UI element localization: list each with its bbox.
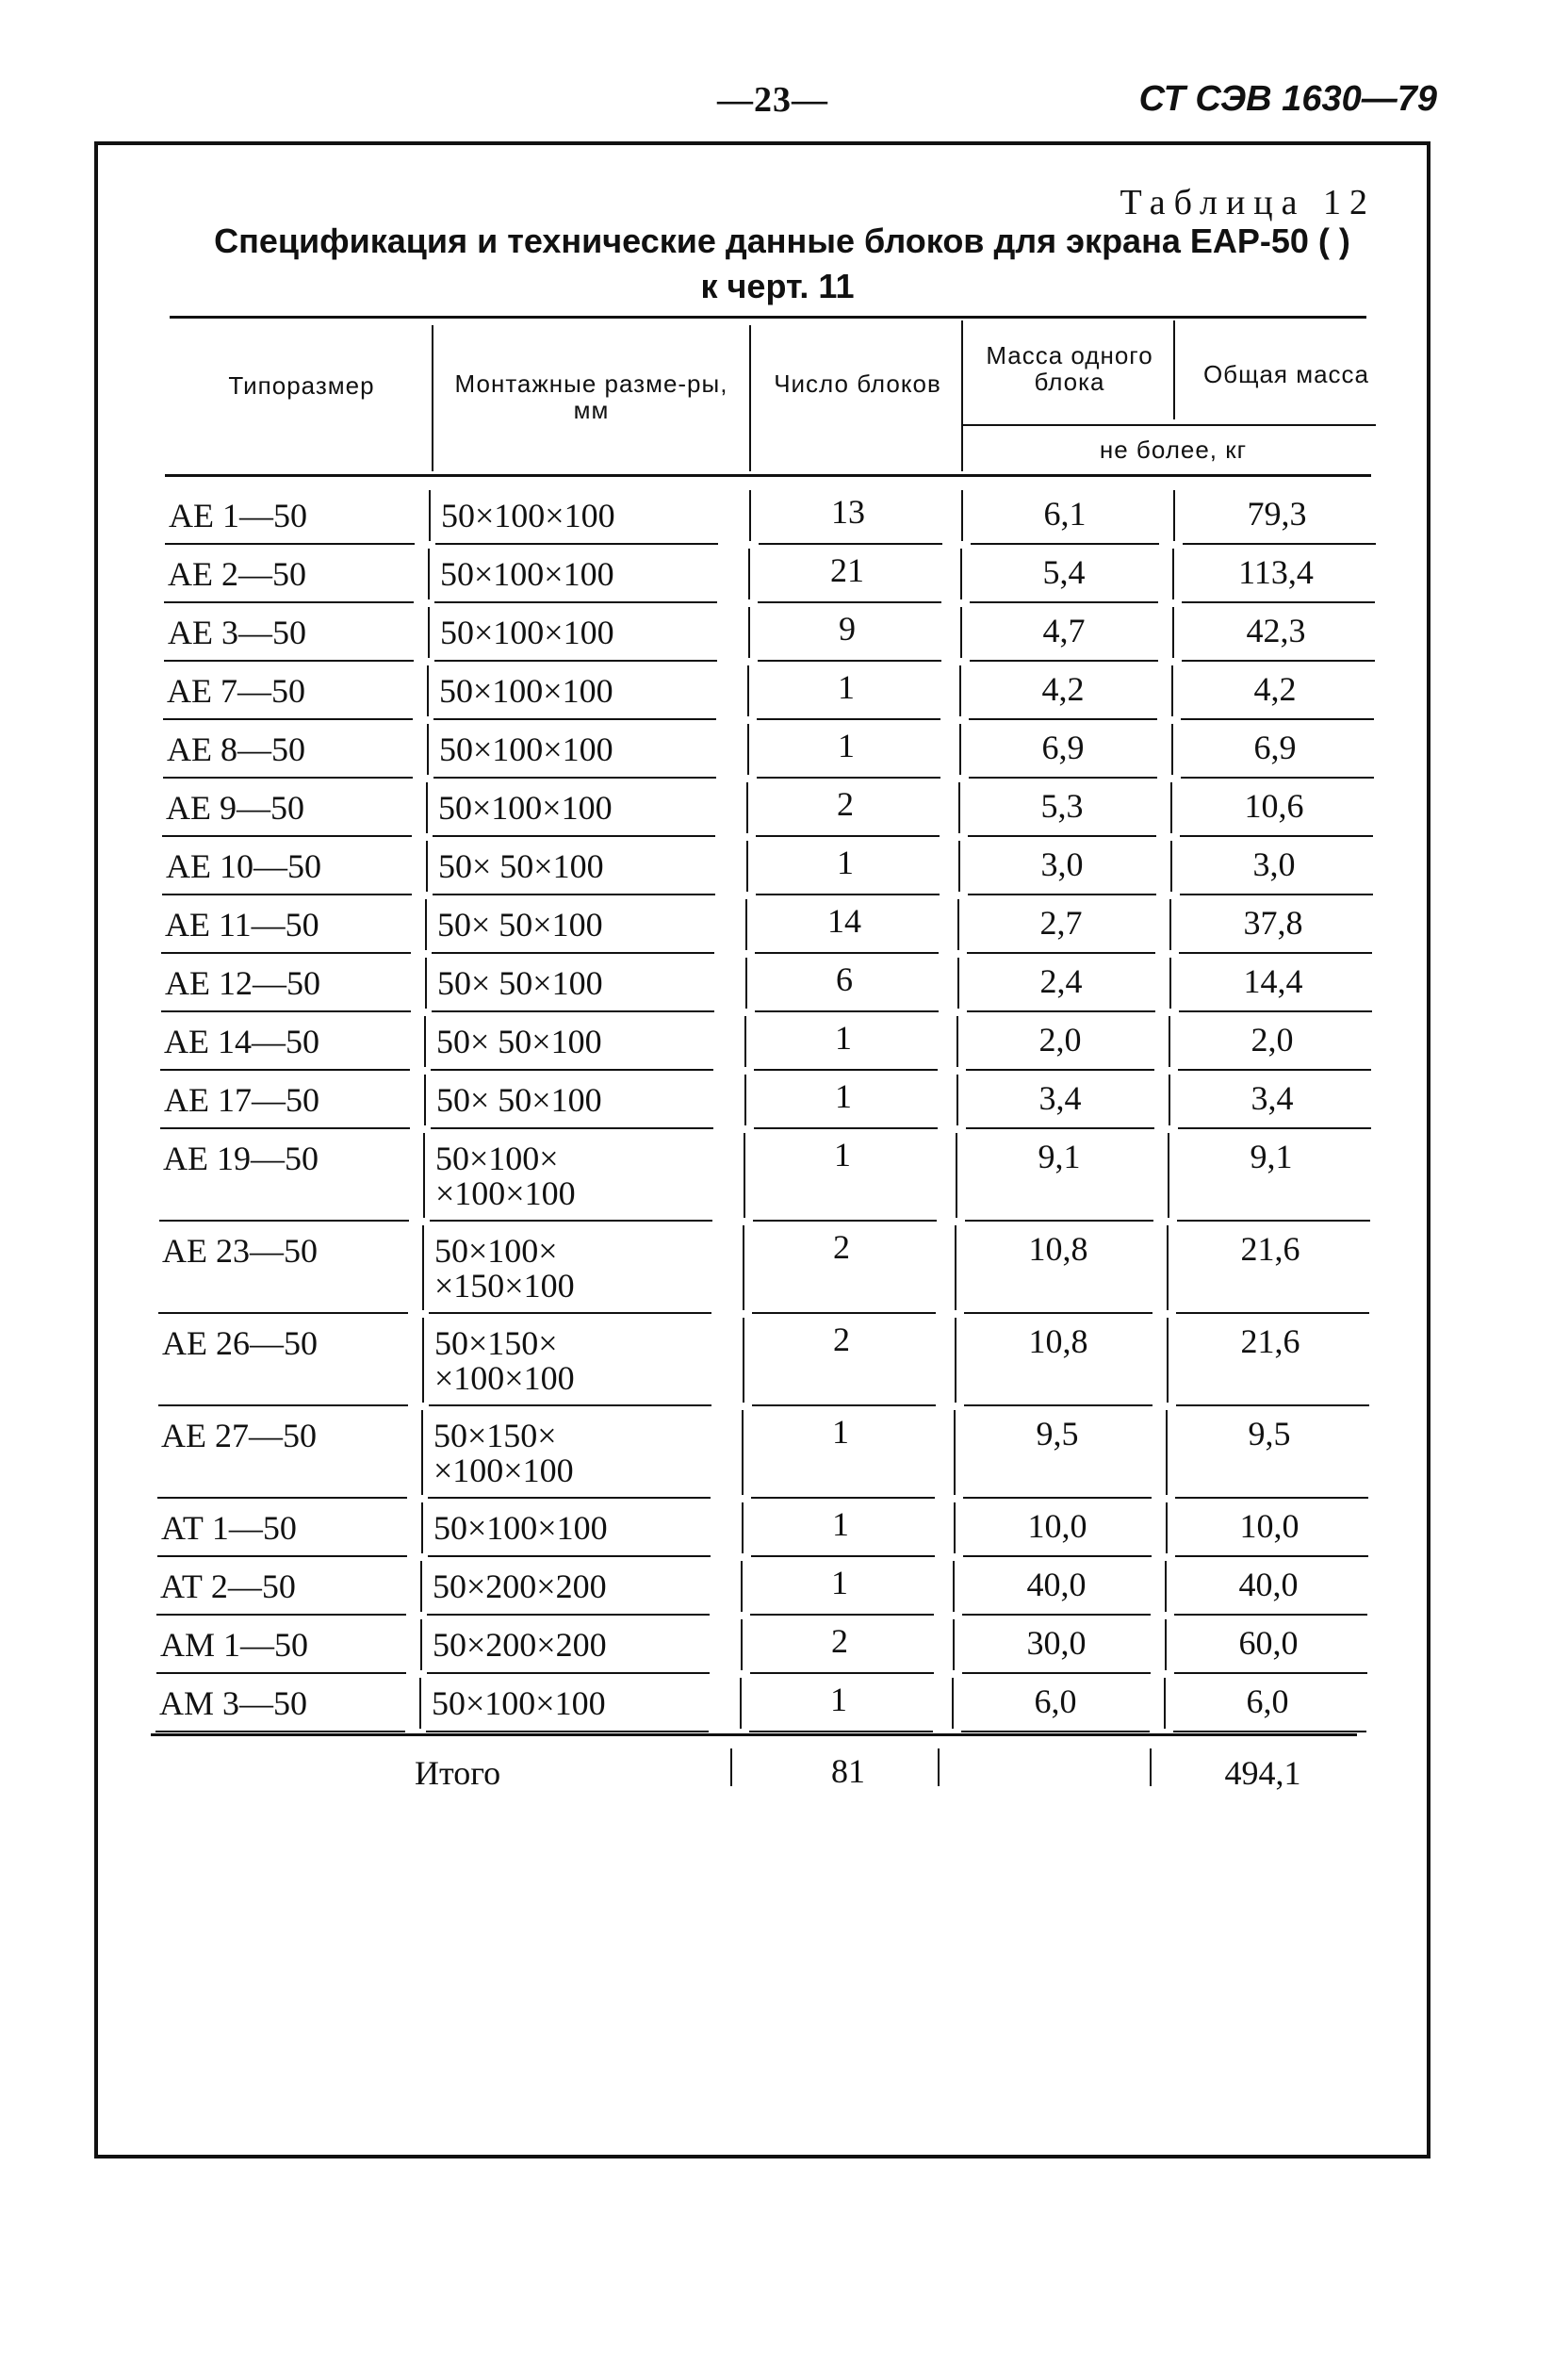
row-divider (1168, 1133, 1169, 1218)
cell-type: АЕ 12—50 (165, 964, 320, 1002)
row-divider (953, 1619, 955, 1670)
row-divider (742, 1502, 744, 1553)
cell-dimensions: 50× 50×100 (436, 1081, 602, 1119)
row-rule (755, 952, 939, 954)
row-rule (165, 543, 415, 545)
row-rule (433, 777, 716, 779)
row-rule (966, 1127, 1154, 1129)
mass-subheader-rule (961, 424, 1376, 426)
row-divider (955, 1225, 956, 1310)
row-divider (955, 1318, 956, 1403)
row-divider (427, 724, 429, 775)
row-rule (759, 543, 942, 545)
row-rule (969, 777, 1157, 779)
cell-dimensions-cont: ×100×100 (435, 1174, 576, 1212)
cell-unit-mass: 10,8 (1028, 1322, 1088, 1360)
row-rule (1173, 1731, 1366, 1732)
cell-count: 6 (836, 960, 853, 998)
row-rule (964, 1312, 1152, 1314)
cell-total-mass: 60,0 (1238, 1624, 1299, 1662)
cell-count: 1 (838, 668, 855, 706)
cell-type: АЕ 19—50 (163, 1140, 319, 1177)
cell-total-mass: 21,6 (1240, 1230, 1300, 1268)
row-rule (1175, 1555, 1368, 1557)
cell-dimensions: 50×100× (434, 1232, 558, 1270)
cell-type: АЕ 2—50 (168, 555, 306, 593)
cell-dimensions-cont: ×100×100 (433, 1452, 574, 1489)
cell-type: АЕ 1—50 (169, 497, 307, 534)
cell-unit-mass: 4,2 (1041, 670, 1085, 708)
row-rule (426, 1731, 709, 1732)
row-divider (1169, 958, 1171, 1009)
table-body-bottom-rule (151, 1733, 1357, 1736)
cell-type: АЕ 23—50 (162, 1232, 318, 1270)
table-title: Спецификация и технические данные блоков для экрана ЕАР-50 ( ) (214, 222, 1350, 260)
cell-type: АЕ 10—50 (166, 847, 321, 885)
row-divider (428, 607, 430, 658)
cell-type: АЕ 14—50 (164, 1023, 319, 1060)
cell-dimensions: 50×100×100 (440, 555, 614, 593)
cell-type: АЕ 26—50 (162, 1324, 318, 1362)
cell-type: АЕ 9—50 (166, 789, 304, 827)
row-divider (1172, 549, 1174, 599)
row-rule (962, 1672, 1151, 1674)
cell-type: АЕ 27—50 (161, 1417, 317, 1454)
row-rule (157, 1497, 407, 1499)
cell-dimensions: 50×200×200 (433, 1568, 607, 1605)
row-rule (753, 1220, 937, 1222)
cell-unit-mass: 6,1 (1043, 495, 1087, 533)
table-subtitle: к черт. 11 (700, 267, 855, 305)
row-divider (742, 1410, 744, 1495)
row-rule (757, 777, 940, 779)
row-divider (1169, 1016, 1170, 1067)
header-divider (961, 320, 963, 471)
row-rule (163, 718, 413, 720)
row-divider (958, 782, 960, 833)
row-rule (434, 660, 717, 662)
cell-total-mass: 4,2 (1253, 670, 1297, 708)
row-rule (1176, 1404, 1369, 1406)
row-rule (754, 1127, 938, 1129)
row-divider (1165, 1561, 1167, 1612)
row-rule (964, 1404, 1152, 1406)
row-divider (420, 1561, 422, 1612)
row-rule (429, 1312, 711, 1314)
row-divider (1171, 724, 1173, 775)
cell-count: 1 (831, 1564, 848, 1601)
row-divider (1169, 899, 1171, 950)
row-divider (956, 1075, 958, 1125)
row-rule (970, 660, 1158, 662)
cell-total-mass: 9,5 (1248, 1415, 1291, 1453)
cell-dimensions: 50×200×200 (433, 1626, 607, 1664)
row-divider (959, 665, 961, 716)
row-divider (1169, 1075, 1170, 1125)
cell-total-mass: 6,0 (1246, 1682, 1289, 1720)
total-divider (1150, 1748, 1152, 1786)
row-rule (159, 1220, 409, 1222)
row-rule (970, 601, 1158, 603)
cell-count: 1 (835, 1077, 852, 1115)
cell-total-mass: 14,4 (1243, 962, 1303, 1000)
row-rule (969, 718, 1157, 720)
row-rule (429, 1404, 711, 1406)
total-mass: 494,1 (1224, 1754, 1301, 1792)
cell-count: 2 (831, 1622, 848, 1660)
column-header-count: Число блоков (774, 369, 941, 398)
row-rule (1176, 1312, 1369, 1314)
cell-type: АМ 3—50 (159, 1684, 308, 1722)
row-divider (428, 549, 430, 599)
row-divider (423, 1133, 425, 1218)
document-code: СТ СЭВ 1630—79 (1138, 79, 1437, 119)
row-rule (156, 1614, 406, 1616)
row-rule (428, 1555, 711, 1557)
row-rule (1174, 1672, 1367, 1674)
cell-count: 1 (838, 727, 855, 764)
row-divider (425, 958, 427, 1009)
header-divider (749, 325, 751, 471)
cell-count: 9 (839, 610, 856, 648)
cell-total-mass: 3,4 (1251, 1079, 1294, 1117)
row-divider (956, 1133, 957, 1218)
cell-type: АЕ 17—50 (164, 1081, 319, 1119)
row-divider (741, 1561, 743, 1612)
row-divider (426, 841, 428, 892)
cell-count: 1 (830, 1681, 847, 1718)
row-divider (746, 782, 748, 833)
row-rule (752, 1404, 936, 1406)
row-rule (1178, 1127, 1371, 1129)
row-rule (967, 952, 1155, 954)
cell-dimensions-cont: ×100×100 (434, 1359, 575, 1397)
row-rule (749, 1731, 933, 1732)
cell-dimensions: 50×150× (434, 1324, 558, 1362)
cell-dimensions-cont: ×150×100 (434, 1267, 575, 1305)
row-rule (435, 543, 718, 545)
row-rule (751, 1555, 935, 1557)
row-rule (427, 1614, 710, 1616)
total-divider (938, 1748, 940, 1786)
cell-dimensions: 50× 50×100 (437, 906, 603, 944)
row-divider (749, 490, 751, 541)
page-number: —23— (717, 80, 828, 120)
row-divider (740, 1678, 742, 1729)
row-divider (954, 1502, 956, 1553)
cell-unit-mass: 6,0 (1034, 1682, 1077, 1720)
row-rule (968, 835, 1156, 837)
row-rule (427, 1672, 710, 1674)
row-divider (424, 1016, 426, 1067)
cell-total-mass: 37,8 (1243, 904, 1303, 942)
column-header-unit-mass: Масса одного блока (986, 341, 1153, 396)
cell-unit-mass: 3,4 (1038, 1079, 1082, 1117)
row-divider (953, 1561, 955, 1612)
row-rule (966, 1069, 1154, 1071)
row-divider (747, 665, 749, 716)
row-divider (1171, 665, 1173, 716)
row-divider (1170, 782, 1172, 833)
row-rule (752, 1312, 936, 1314)
row-rule (965, 1220, 1153, 1222)
row-rule (432, 952, 714, 954)
row-divider (1173, 490, 1175, 541)
cell-total-mass: 42,3 (1246, 612, 1306, 649)
row-rule (967, 1010, 1155, 1012)
row-divider (745, 899, 747, 950)
row-rule (1180, 894, 1373, 895)
cell-unit-mass: 30,0 (1026, 1624, 1087, 1662)
row-rule (158, 1404, 408, 1406)
row-divider (425, 899, 427, 950)
row-rule (163, 777, 413, 779)
total-divider (730, 1748, 732, 1786)
cell-unit-mass: 9,1 (1038, 1138, 1081, 1175)
row-rule (433, 718, 716, 720)
cell-count: 13 (831, 493, 865, 531)
row-rule (754, 1069, 938, 1071)
cell-dimensions: 50×100×100 (439, 672, 613, 710)
row-rule (431, 1069, 713, 1071)
row-divider (744, 1133, 745, 1218)
row-rule (161, 1010, 411, 1012)
row-divider (960, 549, 962, 599)
row-rule (1179, 1010, 1372, 1012)
cell-unit-mass: 40,0 (1026, 1566, 1087, 1603)
cell-dimensions: 50×100× (435, 1140, 559, 1177)
row-rule (161, 952, 411, 954)
row-rule (962, 1614, 1151, 1616)
cell-count: 2 (833, 1321, 850, 1358)
cell-type: АТ 2—50 (160, 1568, 296, 1605)
row-divider (959, 724, 961, 775)
cell-type: АЕ 11—50 (165, 906, 319, 944)
cell-unit-mass: 5,4 (1042, 553, 1086, 591)
cell-total-mass: 40,0 (1238, 1566, 1299, 1603)
row-rule (1178, 1069, 1371, 1071)
column-header-mass-note: не более, кг (1099, 435, 1248, 464)
cell-type: АЕ 7—50 (167, 672, 305, 710)
row-rule (432, 1010, 714, 1012)
row-rule (1174, 1614, 1367, 1616)
row-rule (757, 718, 940, 720)
row-rule (750, 1614, 934, 1616)
cell-total-mass: 113,4 (1238, 553, 1314, 591)
cell-type: АМ 1—50 (160, 1626, 309, 1664)
cell-unit-mass: 2,7 (1039, 904, 1083, 942)
row-rule (430, 1220, 712, 1222)
cell-dimensions: 50× 50×100 (438, 847, 604, 885)
cell-total-mass: 79,3 (1247, 495, 1307, 533)
row-rule (1182, 601, 1375, 603)
row-divider (744, 1016, 746, 1067)
cell-dimensions: 50×150× (433, 1417, 557, 1454)
cell-type: АЕ 3—50 (168, 614, 306, 651)
cell-total-mass: 3,0 (1252, 845, 1296, 883)
cell-dimensions: 50×100×100 (440, 614, 614, 651)
cell-count: 2 (837, 785, 854, 823)
cell-dimensions: 50× 50×100 (436, 1023, 602, 1060)
cell-count: 1 (835, 1019, 852, 1057)
row-divider (420, 1619, 422, 1670)
row-rule (155, 1731, 405, 1732)
cell-unit-mass: 5,3 (1040, 787, 1084, 825)
row-rule (963, 1555, 1152, 1557)
row-rule (756, 894, 940, 895)
cell-unit-mass: 3,0 (1040, 845, 1084, 883)
row-rule (750, 1672, 934, 1674)
row-divider (744, 1075, 746, 1125)
cell-type: АЕ 8—50 (167, 730, 305, 768)
row-rule (434, 601, 717, 603)
row-divider (961, 490, 963, 541)
row-divider (741, 1619, 743, 1670)
row-divider (748, 549, 750, 599)
row-rule (963, 1497, 1152, 1499)
row-divider (1167, 1318, 1169, 1403)
cell-count: 1 (837, 844, 854, 881)
row-rule (428, 1497, 711, 1499)
row-rule (156, 1672, 406, 1674)
row-divider (429, 490, 431, 541)
row-rule (1181, 718, 1374, 720)
header-divider (432, 325, 433, 471)
cell-dimensions: 50×100×100 (439, 730, 613, 768)
row-divider (1170, 841, 1172, 892)
cell-unit-mass: 4,7 (1042, 612, 1086, 649)
row-rule (433, 835, 715, 837)
row-rule (961, 1731, 1150, 1732)
row-divider (954, 1410, 956, 1495)
cell-unit-mass: 6,9 (1041, 729, 1085, 766)
row-divider (422, 1318, 424, 1403)
row-divider (745, 958, 747, 1009)
cell-total-mass: 21,6 (1240, 1322, 1300, 1360)
cell-count: 1 (832, 1413, 849, 1451)
row-rule (1183, 543, 1376, 545)
row-rule (162, 835, 412, 837)
row-rule (758, 601, 941, 603)
row-rule (1181, 777, 1374, 779)
row-rule (755, 1010, 939, 1012)
row-divider (743, 1225, 744, 1310)
row-rule (160, 1069, 410, 1071)
row-divider (957, 958, 959, 1009)
row-divider (1166, 1410, 1168, 1495)
cell-dimensions: 50×100×100 (441, 497, 615, 534)
row-rule (1182, 660, 1375, 662)
cell-total-mass: 9,1 (1250, 1138, 1293, 1175)
row-divider (426, 782, 428, 833)
cell-count: 21 (830, 551, 864, 589)
row-rule (157, 1555, 407, 1557)
row-divider (1167, 1225, 1169, 1310)
row-divider (427, 665, 429, 716)
row-divider (1172, 607, 1174, 658)
cell-total-mass: 6,9 (1253, 729, 1297, 766)
column-header-total-mass: Общая масса (1202, 360, 1370, 388)
cell-unit-mass: 2,4 (1039, 962, 1083, 1000)
row-divider (424, 1075, 426, 1125)
row-divider (958, 841, 960, 892)
row-divider (956, 1016, 958, 1067)
row-divider (960, 607, 962, 658)
row-rule (158, 1312, 408, 1314)
row-rule (1175, 1497, 1368, 1499)
row-rule (758, 660, 941, 662)
column-header-dimensions: Монтажные разме-ры, мм (454, 369, 728, 424)
row-rule (431, 1127, 713, 1129)
cell-count: 1 (832, 1505, 849, 1543)
column-header-type: Типоразмер (228, 371, 375, 400)
cell-unit-mass: 2,0 (1038, 1021, 1082, 1059)
row-divider (421, 1502, 423, 1553)
row-rule (164, 601, 414, 603)
cell-dimensions: 50× 50×100 (437, 964, 603, 1002)
row-rule (433, 894, 715, 895)
row-divider (748, 607, 750, 658)
row-divider (1164, 1678, 1166, 1729)
cell-total-mass: 10,6 (1244, 787, 1304, 825)
header-divider (1173, 320, 1175, 419)
row-rule (1179, 952, 1372, 954)
row-rule (756, 835, 940, 837)
row-divider (952, 1678, 954, 1729)
row-divider (419, 1678, 421, 1729)
row-divider (743, 1318, 744, 1403)
cell-total-mass: 10,0 (1239, 1507, 1300, 1545)
cell-dimensions: 50×100×100 (433, 1509, 608, 1547)
row-rule (164, 660, 414, 662)
row-rule (1180, 835, 1373, 837)
cell-total-mass: 2,0 (1251, 1021, 1294, 1059)
row-rule (751, 1497, 935, 1499)
row-rule (971, 543, 1159, 545)
row-rule (160, 1127, 410, 1129)
cell-unit-mass: 10,8 (1028, 1230, 1088, 1268)
table-label: Таблица 12 (1120, 183, 1376, 222)
cell-dimensions: 50×100×100 (438, 789, 613, 827)
row-divider (422, 1225, 424, 1310)
cell-unit-mass: 10,0 (1027, 1507, 1087, 1545)
cell-count: 14 (827, 902, 861, 940)
cell-count: 2 (833, 1228, 850, 1266)
cell-type: АТ 1—50 (161, 1509, 297, 1547)
table-top-rule (170, 316, 1366, 319)
cell-count: 1 (834, 1136, 851, 1174)
row-rule (162, 894, 412, 895)
row-divider (746, 841, 748, 892)
cell-dimensions: 50×100×100 (432, 1684, 606, 1722)
row-divider (957, 899, 959, 950)
row-rule (968, 894, 1156, 895)
total-label: Итого (415, 1754, 501, 1792)
row-divider (1166, 1502, 1168, 1553)
row-divider (747, 724, 749, 775)
row-divider (421, 1410, 423, 1495)
header-bottom-rule (165, 474, 1371, 477)
row-rule (1177, 1220, 1370, 1222)
total-count: 81 (831, 1752, 865, 1790)
row-divider (1165, 1619, 1167, 1670)
cell-unit-mass: 9,5 (1036, 1415, 1079, 1453)
